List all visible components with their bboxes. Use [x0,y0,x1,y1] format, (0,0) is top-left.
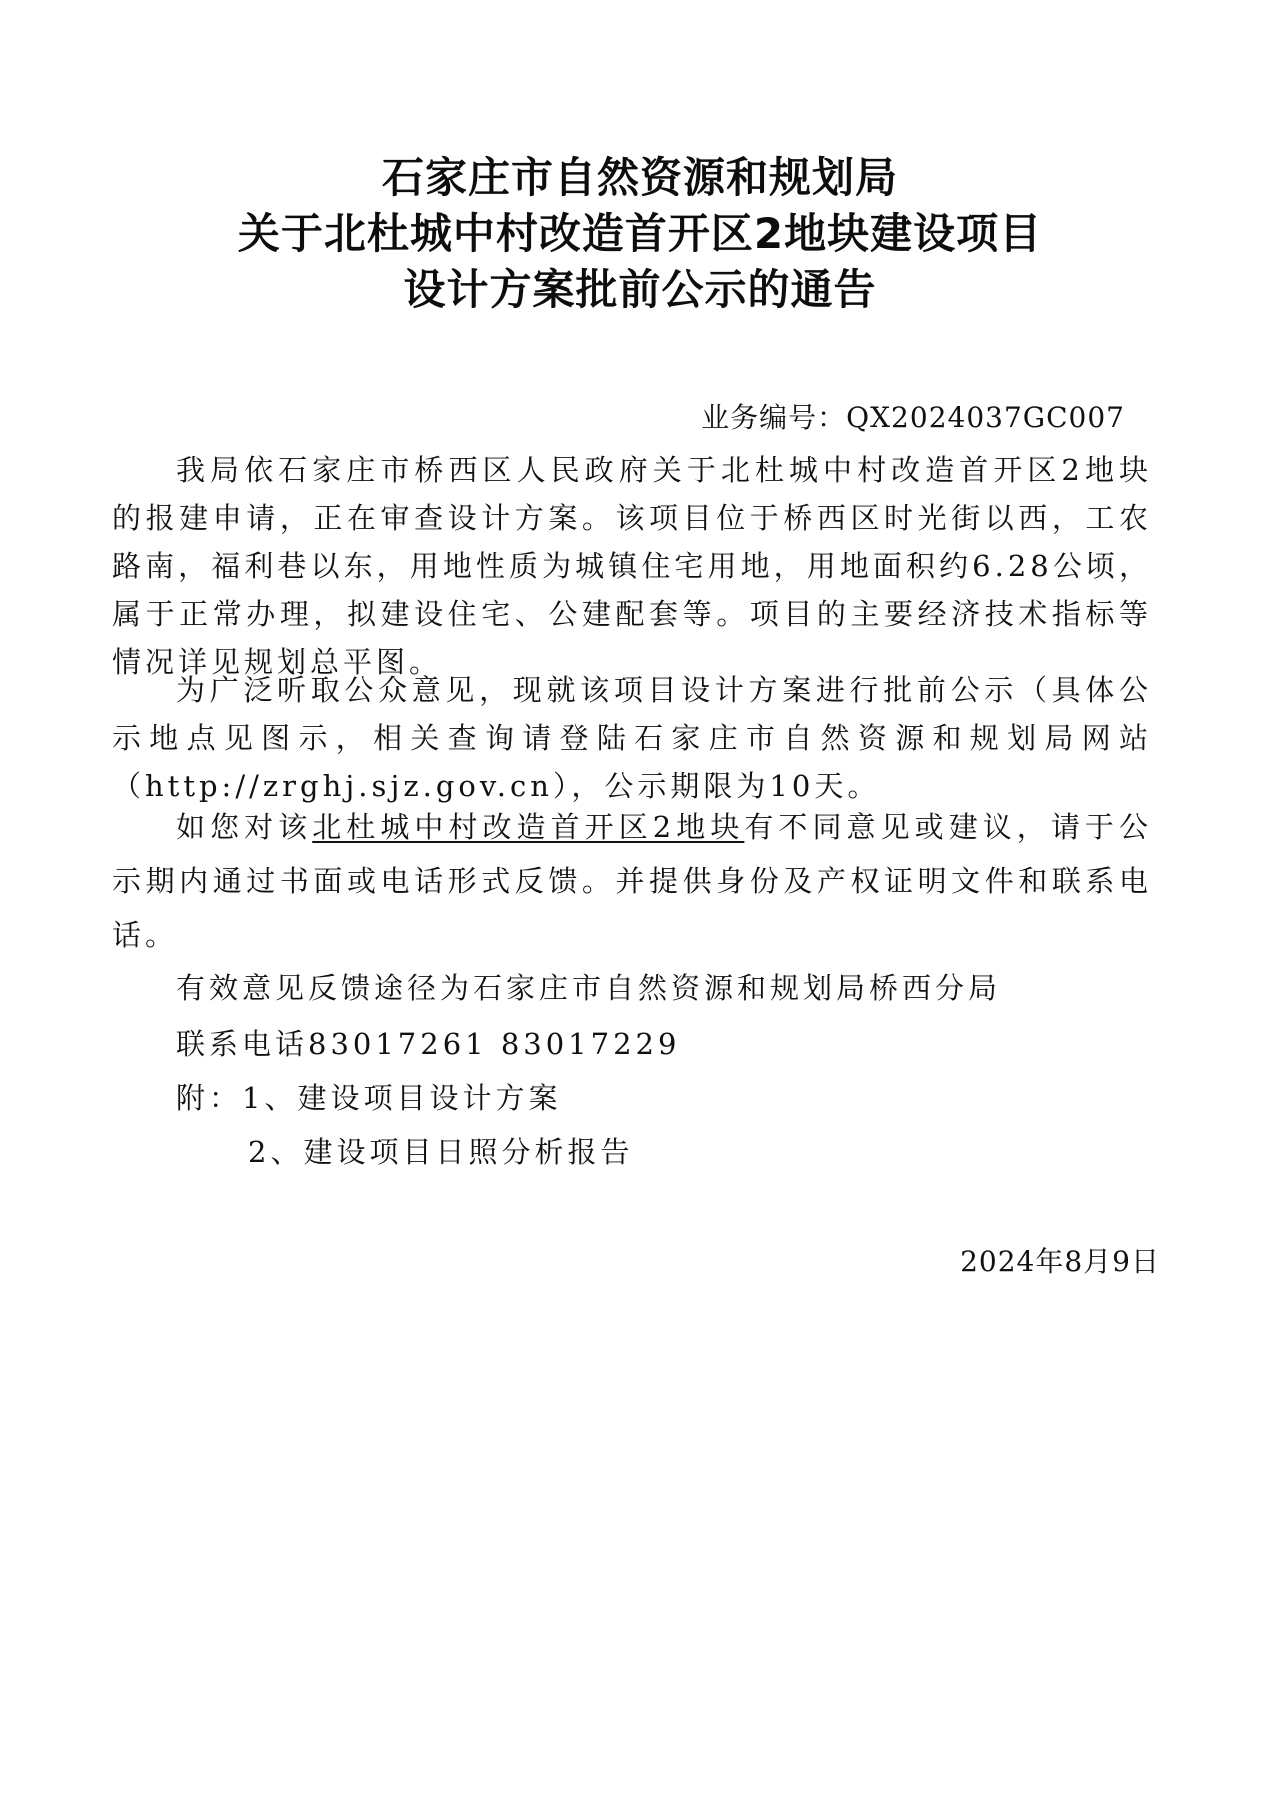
title-line-1: 石家庄市自然资源和规划局 [381,153,898,202]
business-number: 业务编号：QX2024037GC007 [701,401,1125,434]
title-line-3: 设计方案批前公示的通告 [403,265,877,314]
paragraph-feedback-request [112,800,1152,962]
project-name-underlined: 北杜城中村改造首开区2地块 [312,810,745,844]
contact-phone: 联系电话83017261 83017229 [176,1027,681,1061]
feedback-prefix: 如您对该 [176,810,313,844]
paragraph-public-notice: 为广泛听取公众意见，现就该项目设计方案进行批前公示（具体公示地点见图示，相关查询请登陆石家庄市自然资源和规划局网站（http://zrghj.sjz.gov.cn），公示期限为10天。 [112,673,1152,803]
issue-date: 2024年8月9日 [960,1245,1160,1278]
feedback-suffix: 有不同意见或建议，请于公示期内通过书面或电话形式反馈。并提供身份及产权证明文件和联系电话。 [112,810,1152,952]
attachment-item-2: 2、建设项目日照分析报告 [248,1135,634,1169]
document-title [0,150,1280,318]
title-line-2: 关于北杜城中村改造首开区2地块建设项目 [237,209,1043,258]
attachment-item-1: 附：1、建设项目设计方案 [176,1081,562,1115]
feedback-channel: 有效意见反馈途径为石家庄市自然资源和规划局桥西分局 [176,971,1002,1005]
paragraph-project-description: 我局依石家庄市桥西区人民政府关于北杜城中村改造首开区2地块的报建申请，正在审查设计方案。该项目位于桥西区时光街以西，工农路南，福利巷以东，用地性质为城镇住宅用地，用地面积约6.28公顷，属于正常办理，拟建设住宅、公建配套等。项目的主要经济技术指标等情况详见规划总平图。 [112,453,1152,679]
